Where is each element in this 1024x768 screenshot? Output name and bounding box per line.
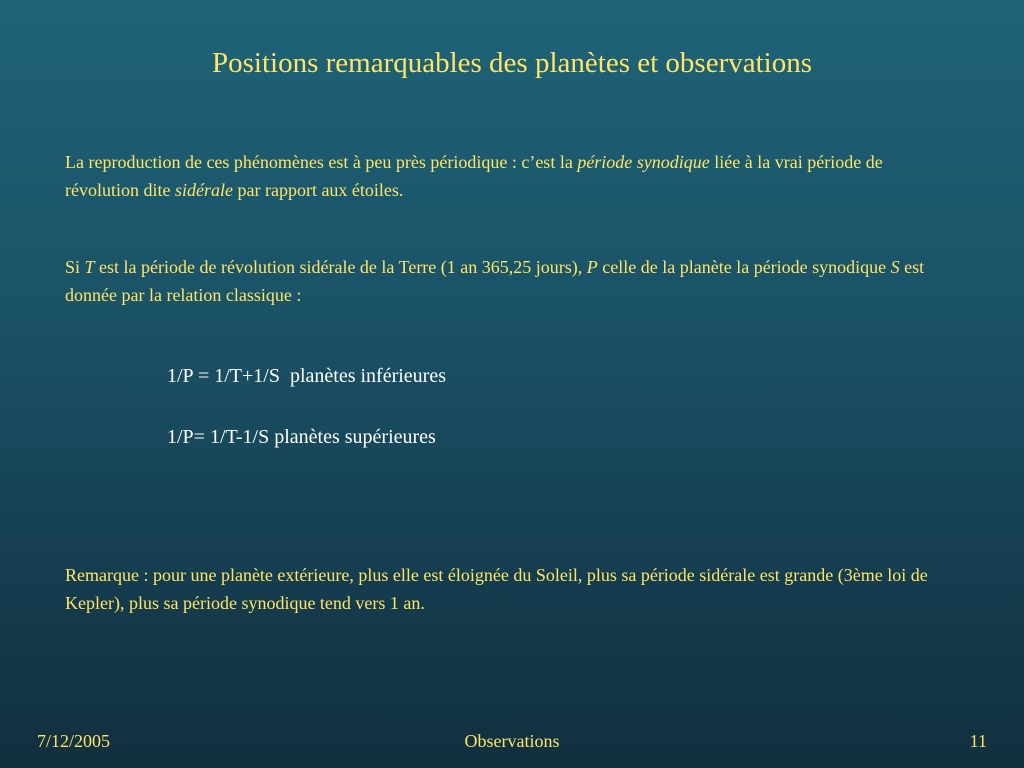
paragraph-relation bbox=[65, 253, 955, 309]
footer-title: Observations bbox=[464, 731, 560, 751]
paragraph1-text-2: liée à la vrai période de révolution dite bbox=[65, 152, 883, 200]
footer-page-number: 11 bbox=[969, 731, 987, 751]
slide-title: Positions remarquables des planètes et observations bbox=[211, 47, 812, 79]
paragraph-remark: Remarque : pour une planète extérieure, plus elle est éloignée du Soleil, plus sa période sidérale est grande (3ème loi de Kepler), plus sa période synodique tend vers 1 an. bbox=[65, 565, 928, 613]
paragraph1-emphasis-synodic: période synodique bbox=[577, 152, 710, 172]
paragraph2-var-p: P bbox=[586, 257, 598, 277]
paragraph1-text-1: La reproduction de ces phénomènes est à peu près périodique : c’est la bbox=[65, 152, 578, 172]
paragraph2-text-1: Si bbox=[65, 257, 85, 277]
paragraph1-emphasis-sidereal: sidérale bbox=[174, 180, 233, 200]
formula-inferior-planets: 1/P = 1/T+1/S planètes inférieures bbox=[167, 365, 446, 387]
paragraph2-text-3: celle de la planète la période synodique bbox=[597, 257, 891, 277]
paragraph2-text-2: est la période de révolution sidérale de la Terre (1 an 365,25 jours), bbox=[94, 257, 587, 277]
paragraph1-text-3: par rapport aux étoiles. bbox=[232, 180, 404, 200]
paragraph-synodic-period bbox=[65, 148, 955, 204]
footer-date: 7/12/2005 bbox=[37, 731, 111, 751]
paragraph2-var-s: S bbox=[890, 257, 900, 277]
paragraph2-text-4: est donnée par la relation classique : bbox=[65, 257, 925, 305]
paragraph2-var-t: T bbox=[84, 257, 95, 277]
formula-superior-planets: 1/P= 1/T-1/S planètes supérieures bbox=[167, 426, 436, 448]
